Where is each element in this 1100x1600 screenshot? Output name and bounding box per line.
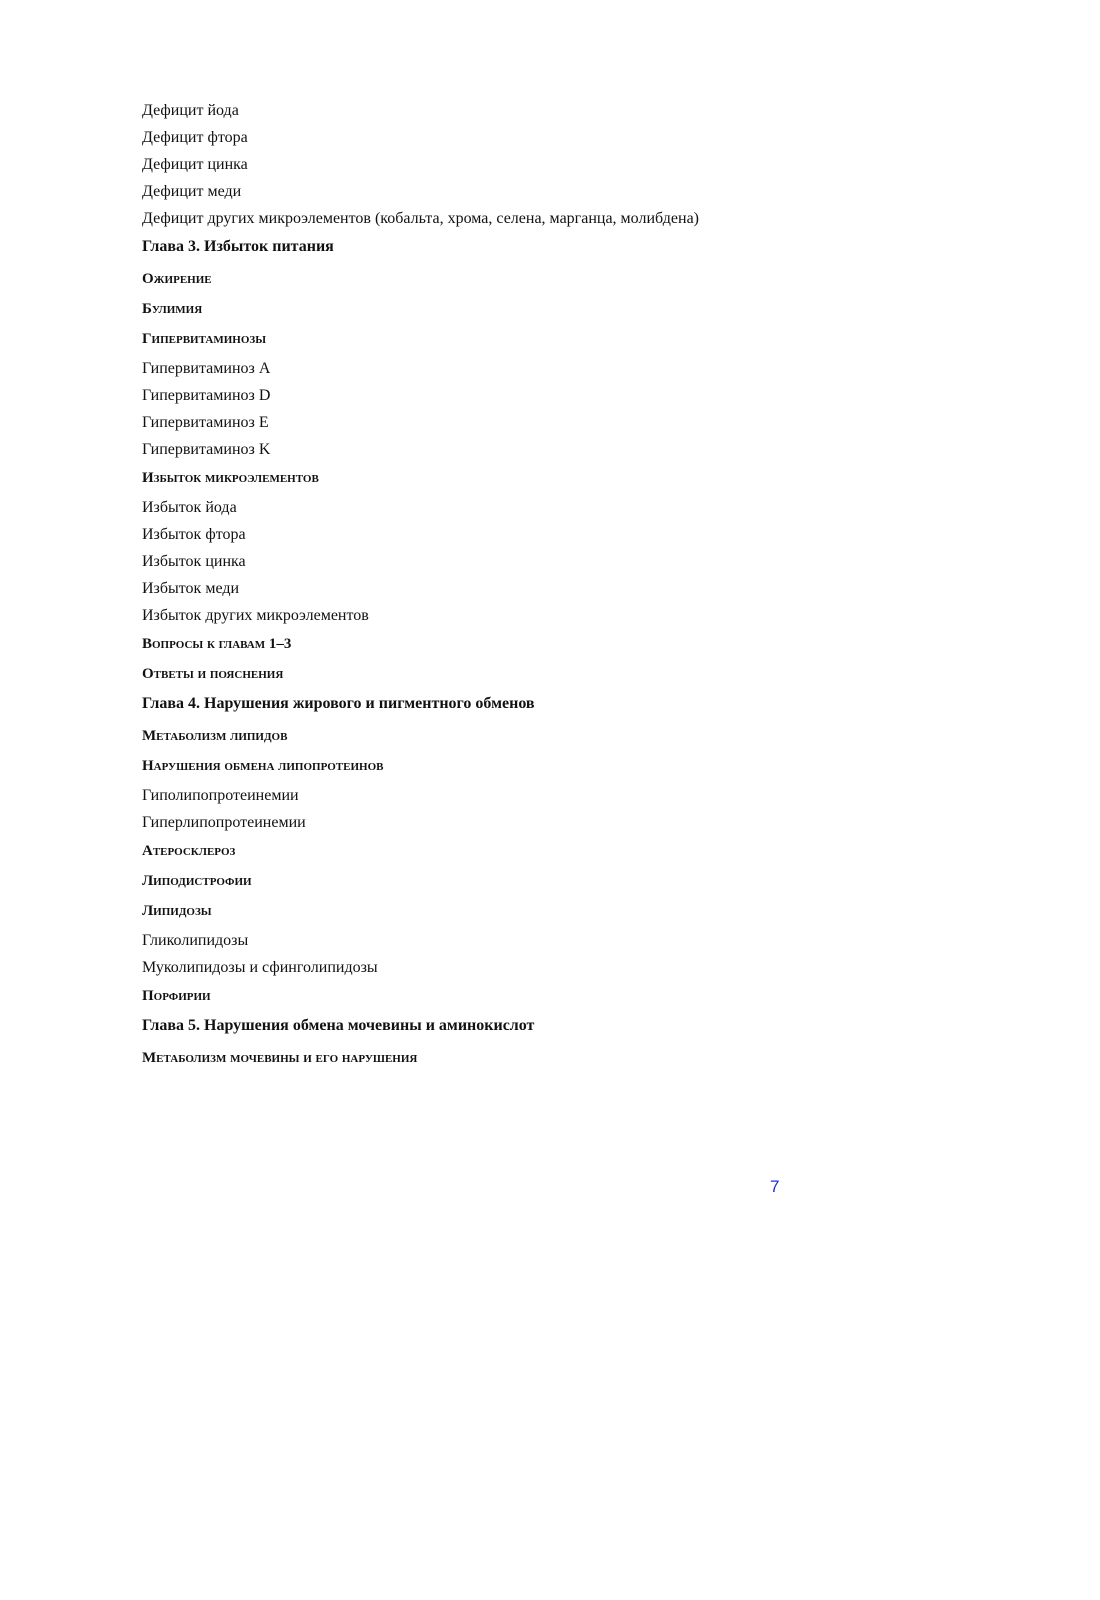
toc-item: Дефицит меди bbox=[142, 183, 242, 200]
toc-section-heading: Ответы и пояснения bbox=[142, 666, 284, 682]
toc-section-heading: Порфирии bbox=[142, 988, 211, 1004]
toc-item: Дефицит других микроэлементов (кобальта, хрома, селена, марганца, молибдена) bbox=[142, 210, 699, 227]
toc-section-heading: Атеросклероз bbox=[142, 843, 236, 859]
toc-item: Избыток меди bbox=[142, 580, 240, 597]
toc-item: Избыток фтора bbox=[142, 526, 246, 543]
toc-chapter-heading: Глава 3. Избыток питания bbox=[142, 238, 334, 255]
toc-item: Дефицит фтора bbox=[142, 129, 248, 146]
toc-chapter-heading: Глава 5. Нарушения обмена мочевины и аминокислот bbox=[142, 1017, 535, 1034]
toc-section-heading: Булимия bbox=[142, 301, 203, 317]
toc-item: Дефицит йода bbox=[142, 102, 239, 119]
page-number: 7 bbox=[770, 1177, 780, 1196]
toc-section-heading: Гипервитаминозы bbox=[142, 331, 266, 347]
toc-section-heading: Ожирение bbox=[142, 271, 212, 287]
toc-item: Гиполипопротеинемии bbox=[142, 787, 299, 804]
toc-item: Гипервитаминоз E bbox=[142, 414, 269, 431]
toc-chapter-heading: Глава 4. Нарушения жирового и пигментного обменов bbox=[142, 695, 535, 712]
toc-section-heading: Липодистрофии bbox=[142, 873, 252, 889]
toc-item: Избыток других микроэлементов bbox=[142, 607, 369, 624]
toc-item: Избыток цинка bbox=[142, 553, 246, 570]
toc-section-heading: Метаболизм липидов bbox=[142, 728, 288, 744]
toc-section-heading: Метаболизм мочевины и его нарушения bbox=[142, 1050, 418, 1066]
toc-item: Дефицит цинка bbox=[142, 156, 248, 173]
toc-item: Гипервитаминоз D bbox=[142, 387, 271, 404]
toc-section-heading: Нарушения обмена липопротеинов bbox=[142, 758, 384, 774]
toc-item: Гипервитаминоз A bbox=[142, 360, 271, 377]
toc-item: Гиперлипопротеинемии bbox=[142, 814, 306, 831]
toc-section-heading: Избыток микроэлементов bbox=[142, 470, 319, 486]
toc-item: Гипервитаминоз K bbox=[142, 441, 271, 458]
toc-item: Муколипидозы и сфинголипидозы bbox=[142, 959, 378, 976]
table-of-contents bbox=[142, 102, 902, 1079]
toc-item: Гликолипидозы bbox=[142, 932, 249, 949]
toc-section-heading: Вопросы к главам 1–3 bbox=[142, 636, 292, 652]
toc-section-heading: Липидозы bbox=[142, 903, 212, 919]
toc-item: Избыток йода bbox=[142, 499, 237, 516]
